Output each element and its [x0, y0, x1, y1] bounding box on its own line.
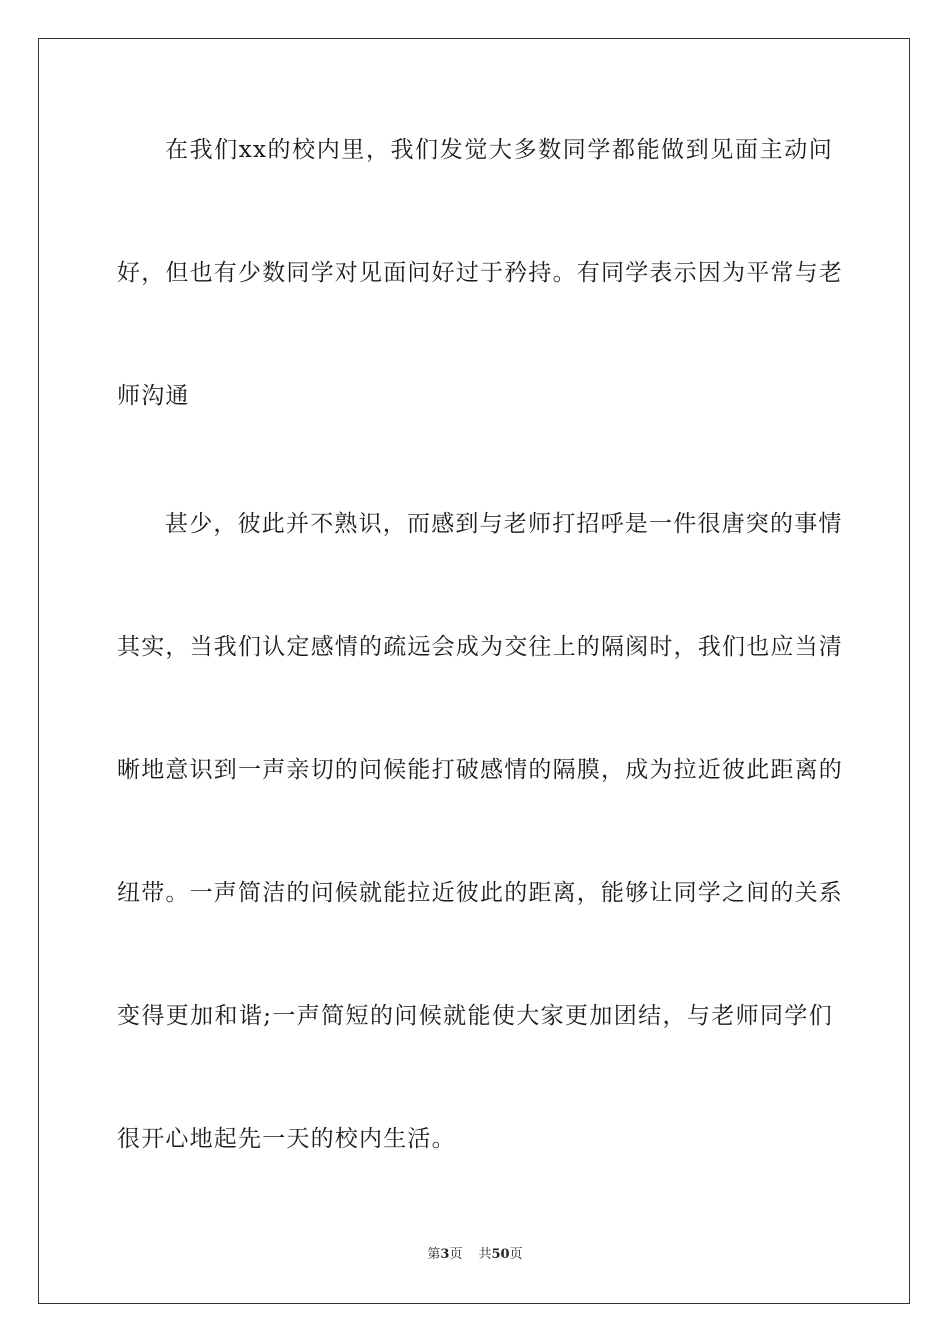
page-border: [38, 38, 910, 1304]
paragraph-2-line-1: 甚少，彼此并不熟识，而感到与老师打招呼是一件很唐突的事情: [165, 511, 843, 537]
page-suffix: 页: [449, 1247, 463, 1262]
page-prefix: 第: [427, 1247, 441, 1262]
page-footer: [0, 1246, 950, 1264]
paragraph-1-line-3: 师沟通: [117, 383, 190, 409]
total-prefix: 共: [478, 1247, 492, 1262]
paragraph-2-line-6: 很开心地起先一天的校内生活。: [117, 1126, 456, 1152]
page-number: 3: [440, 1247, 450, 1262]
paragraph-1-line-1: 在我们xx的校内里，我们发觉大多数同学都能做到见面主动问: [165, 137, 833, 163]
paragraph-1-line-2: 好，但也有少数同学对见面问好过于矜持。有同学表示因为平常与老: [117, 260, 843, 286]
total-pages: 50: [491, 1247, 510, 1262]
total-suffix: 页: [509, 1247, 523, 1262]
paragraph-2-line-3: 晰地意识到一声亲切的问候能打破感情的隔膜，成为拉近彼此距离的: [117, 757, 843, 783]
paragraph-2-line-4: 纽带。一声简洁的问候就能拉近彼此的距离，能够让同学之间的关系: [117, 880, 843, 906]
paragraph-2-line-2: 其实，当我们认定感情的疏远会成为交往上的隔阂时，我们也应当清: [117, 634, 843, 660]
paragraph-2-line-5: 变得更加和谐;一声简短的问候就能使大家更加团结，与老师同学们: [117, 1003, 833, 1029]
